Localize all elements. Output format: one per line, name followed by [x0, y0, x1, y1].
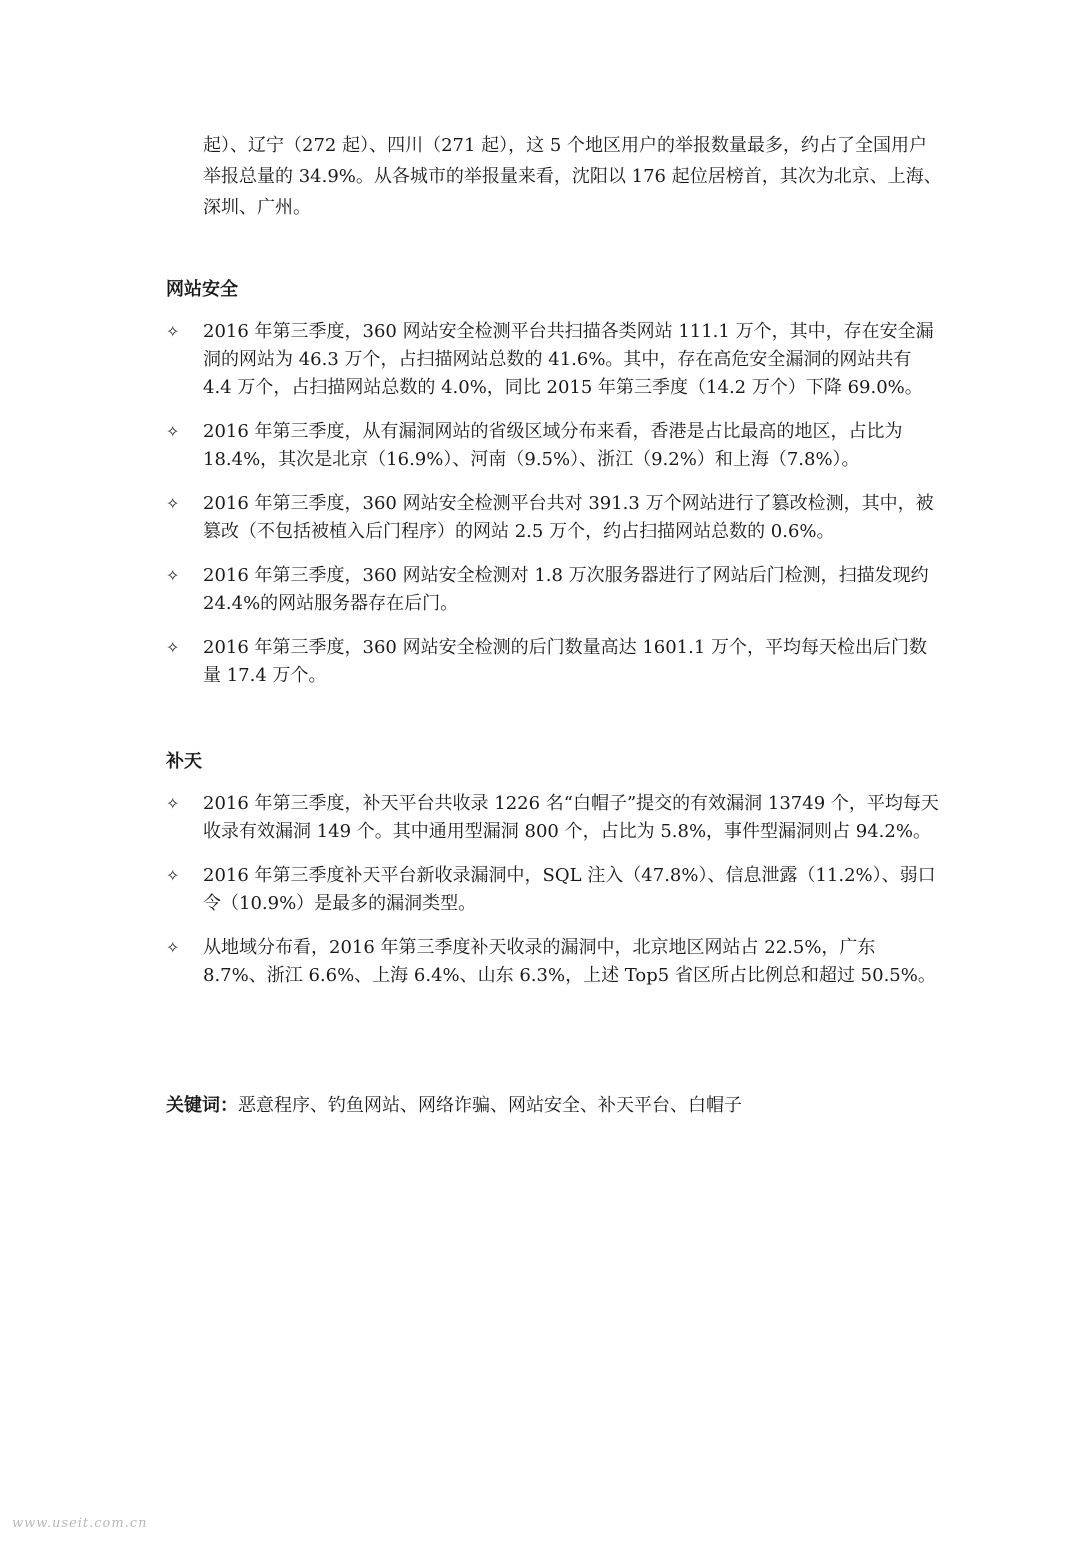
section-heading-butian: 补天 — [166, 751, 202, 772]
bullet-text: 2016 年第三季度，360 网站安全检测对 1.8 万次服务器进行了网站后门检测，扫描发现约 24.4%的网站服务器存在后门。 — [203, 565, 929, 614]
diamond-bullet-icon: ✧ — [166, 794, 180, 813]
bullet-text: 2016 年第三季度补天平台新收录漏洞中，SQL 注入（47.8%）、信息泄露（11.2%）、弱口令（10.9%）是最多的漏洞类型。 — [203, 865, 936, 914]
list-item — [166, 862, 943, 918]
bullet-text: 2016 年第三季度，360 网站安全检测平台共对 391.3 万个网站进行了篡改检测，其中，被篡改（不包括被植入后门程序）的网站 2.5 万个，约占扫描网站总数的 0.6%。 — [203, 493, 934, 542]
bullet-text: 2016 年第三季度，从有漏洞网站的省级区域分布来看，香港是占比最高的地区，占比为 18.4%，其次是北京（16.9%）、河南（9.5%）、浙江（9.2%）和上海（7.8%）。 — [203, 421, 903, 470]
diamond-bullet-icon: ✧ — [166, 422, 180, 441]
diamond-bullet-icon: ✧ — [166, 638, 180, 657]
list-item — [166, 934, 943, 990]
diamond-bullet-icon: ✧ — [166, 322, 180, 341]
diamond-bullet-icon: ✧ — [166, 494, 180, 513]
list-item — [166, 490, 943, 546]
butian-list — [166, 790, 943, 1006]
keywords-label: 关键词： — [166, 1095, 238, 1116]
diamond-bullet-icon: ✧ — [166, 938, 180, 957]
diamond-bullet-icon: ✧ — [166, 866, 180, 885]
section-heading-website-security: 网站安全 — [166, 279, 238, 300]
list-item — [166, 634, 943, 690]
bullet-text: 2016 年第三季度，360 网站安全检测的后门数量高达 1601.1 万个，平均每天检出后门数量 17.4 万个。 — [203, 637, 928, 686]
keywords-line — [166, 1092, 742, 1120]
website-security-list — [166, 318, 943, 706]
list-item — [166, 418, 943, 474]
site-watermark: www.useit.com.cn — [12, 1516, 148, 1531]
bullet-text: 2016 年第三季度，补天平台共收录 1226 名“白帽子”提交的有效漏洞 13749 个，平均每天收录有效漏洞 149 个。其中通用型漏洞 800 个，占比为 5.8%，事件型漏洞则占 94.2%。 — [203, 793, 939, 842]
diamond-bullet-icon: ✧ — [166, 566, 180, 585]
bullet-text: 从地域分布看，2016 年第三季度补天收录的漏洞中，北京地区网站占 22.5%，广东 8.7%、浙江 6.6%、上海 6.4%、山东 6.3%，上述 Top5 省区所占比例总和超过 50.5%。 — [203, 937, 936, 986]
list-item — [166, 318, 943, 402]
keywords-text: 恶意程序、钓鱼网站、网络诈骗、网站安全、补天平台、白帽子 — [238, 1095, 742, 1116]
bullet-text: 2016 年第三季度，360 网站安全检测平台共扫描各类网站 111.1 万个，其中，存在安全漏洞的网站为 46.3 万个，占扫描网站总数的 41.6%。其中，存在高危安全漏洞的网站共有 4.4 万个，占扫描网站总数的 4.0%，同比 2015 年第三季度（14.2 万个）下降 69.0%。 — [203, 321, 934, 398]
list-item — [166, 790, 943, 846]
list-item — [166, 562, 943, 618]
intro-paragraph: 起）、辽宁（272 起）、四川（271 起），这 5 个地区用户的举报数量最多，约占了全国用户举报总量的 34.9%。从各城市的举报量来看，沈阳以 176 起位居榜首，其次为北京、上海、深圳、广州。 — [203, 135, 942, 218]
